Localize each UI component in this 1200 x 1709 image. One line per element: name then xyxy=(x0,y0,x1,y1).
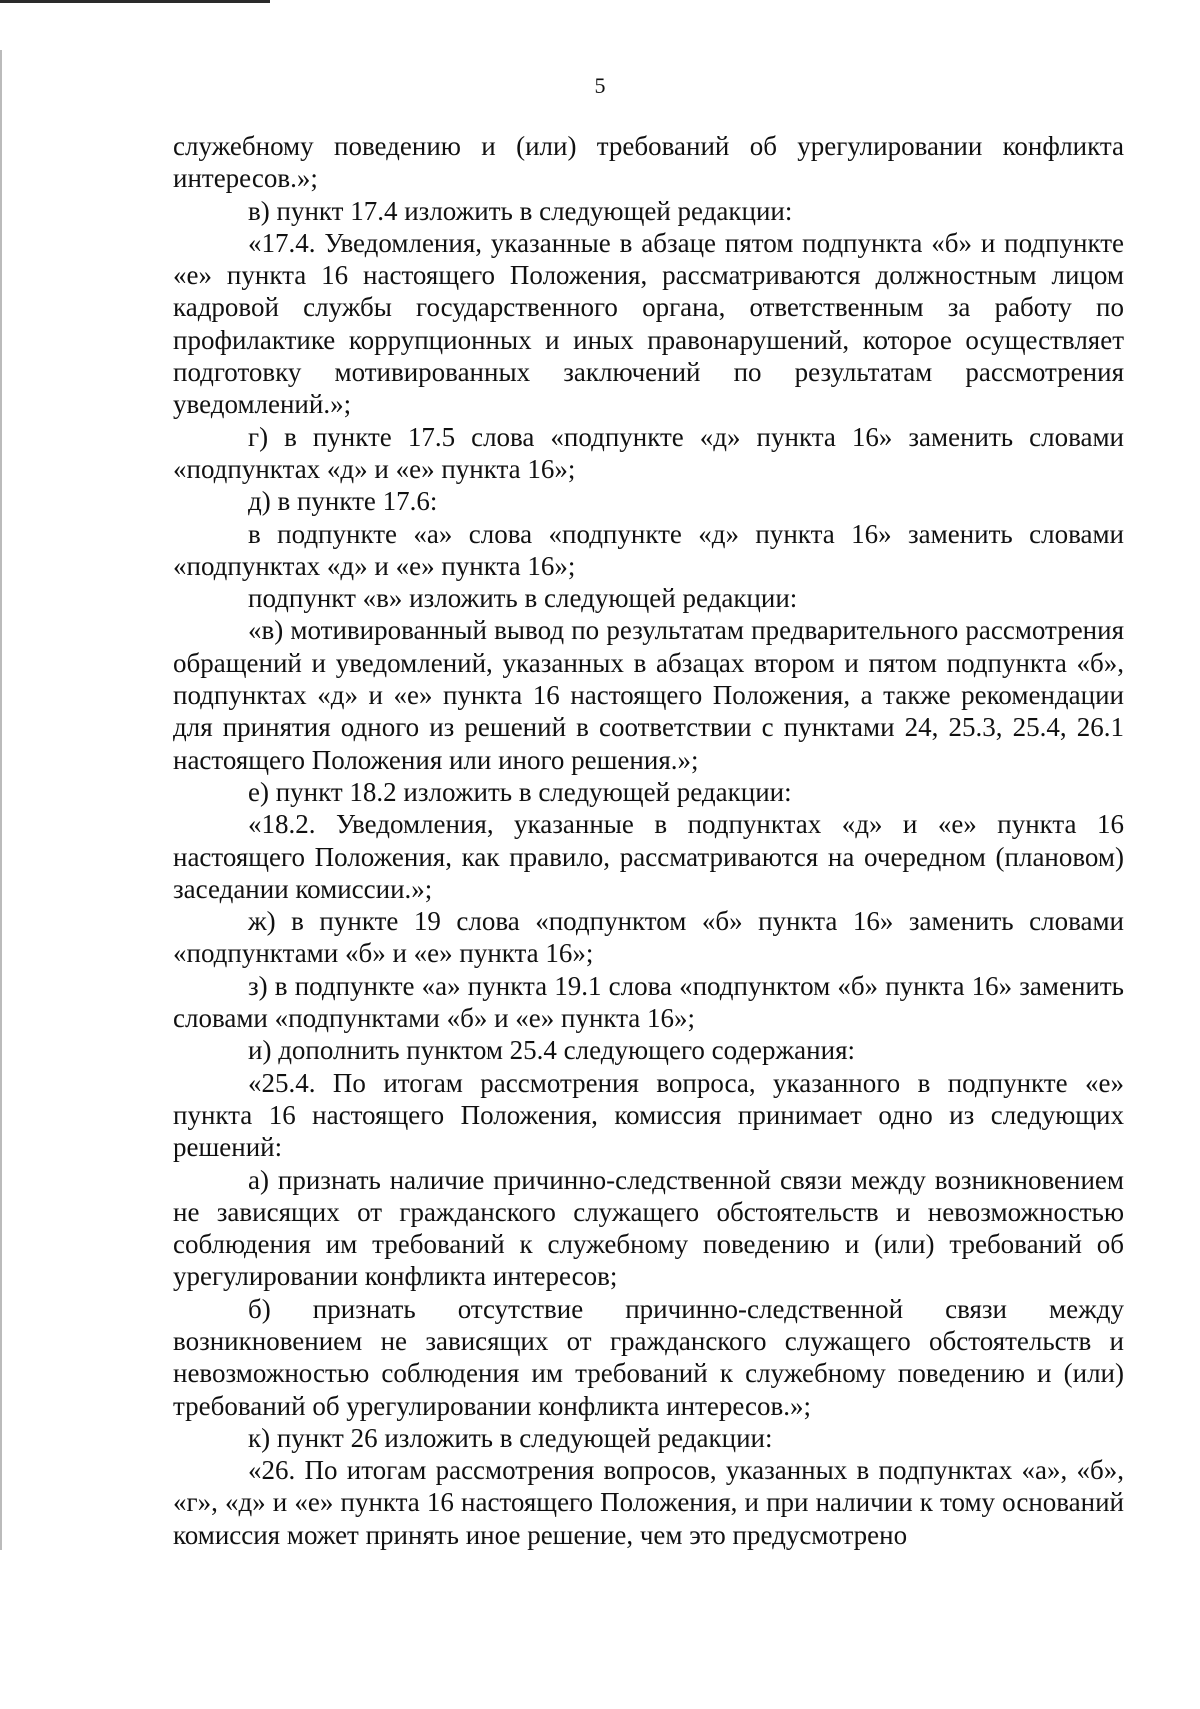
paragraph-item-i: и) дополнить пунктом 25.4 следующего содержания: xyxy=(248,1035,855,1066)
paragraph-subitem-v: подпункт «в» изложить в следующей редакции: xyxy=(248,583,798,614)
paragraph-item-zh: ж) в пункте 19 слова «подпунктом «б» пункта 16» заменить словами «подпунктами «б» и «е» пункта 16»; xyxy=(173,906,1124,969)
paragraph-item-g: г) в пункте 17.5 слова «подпункте «д» пункта 16» заменить словами «подпунктах «д» и «е» пункта 16»; xyxy=(173,421,1124,484)
paragraph-quote-17-4: «17.4. Уведомления, указанные в абзаце пятом подпункта «б» и подпункте «е» пункта 16 настоящего Положения, рассматриваются должностным лицом кадровой службы государственного органа, ответственным за работу по профилактике коррупционных и иных правонарушений, которое осуществляет подготовку мотивированных заключений по результатам рассмотрения уведомлений.»; xyxy=(173,227,1124,420)
paragraph-quote-v: «в) мотивированный вывод по результатам предварительного рассмотрения обращений и уведомлений, указанных в абзацах втором и пятом подпункта «б», подпунктах «д» и «е» пункта 16 настоящего Положения, а также рекомендации для принятия одного из решений в соответствии с пунктами 24, 25.3, 25.4, 26.1 настоящего Положения или иного решения.»; xyxy=(173,615,1124,775)
paragraph-quote-25-4: «25.4. По итогам рассмотрения вопроса, указанного в подпункте «е» пункта 16 настоящего Положения, комиссия принимает одно из следующих решений: xyxy=(173,1067,1124,1163)
paragraph-decision-a: а) признать наличие причинно-следственной связи между возникновением не зависящих от гражданского служащего обстоятельств и невозможностью соблюдения им требований к служебному поведению и (или) требований об урегулировании конфликта интересов; xyxy=(173,1164,1124,1292)
paragraph-item-v: в) пункт 17.4 изложить в следующей редакции: xyxy=(248,195,793,226)
page-number: 5 xyxy=(594,73,606,98)
paragraph-item-e: е) пункт 18.2 изложить в следующей редакции: xyxy=(248,776,792,807)
paragraph-quote-26: «26. По итогам рассмотрения вопросов, указанных в подпунктах «а», «б», «г», «д» и «е» пункта 16 настоящего Положения, и при наличии к тому оснований комиссия может принять иное решение, чем это предусмотрено xyxy=(173,1455,1124,1550)
document-body xyxy=(173,130,1124,1551)
paragraph-item-z: з) в подпункте «а» пункта 19.1 слова «подпунктом «б» пункта 16» заменить словами «подпунктами «б» и «е» пункта 16»; xyxy=(173,970,1124,1034)
paragraph-decision-b: б) признать отсутствие причинно-следственной связи между возникновением не зависящих от гражданского служащего обстоятельств и невозможностью соблюдения им требований к служебному поведению и (или) требований об урегулировании конфликта интересов.»; xyxy=(173,1293,1124,1421)
paragraph-item-d: д) в пункте 17.6: xyxy=(248,486,438,517)
scan-left-edge-shadow xyxy=(0,50,2,1550)
paragraph-continuation: служебному поведению и (или) требований об урегулировании конфликта интересов.»; xyxy=(173,131,1124,194)
paragraph-quote-18-2: «18.2. Уведомления, указанные в подпунктах «д» и «е» пункта 16 настоящего Положения, как правило, рассматриваются на очередном (плановом) заседании комиссии.»; xyxy=(173,809,1124,904)
paragraph-subitem-a: в подпункте «а» слова «подпункте «д» пункта 16» заменить словами «подпунктах «д» и «е» пункта 16»; xyxy=(173,518,1124,581)
scan-top-edge-line xyxy=(0,0,270,3)
paragraph-item-k: к) пункт 26 изложить в следующей редакции: xyxy=(248,1422,773,1453)
